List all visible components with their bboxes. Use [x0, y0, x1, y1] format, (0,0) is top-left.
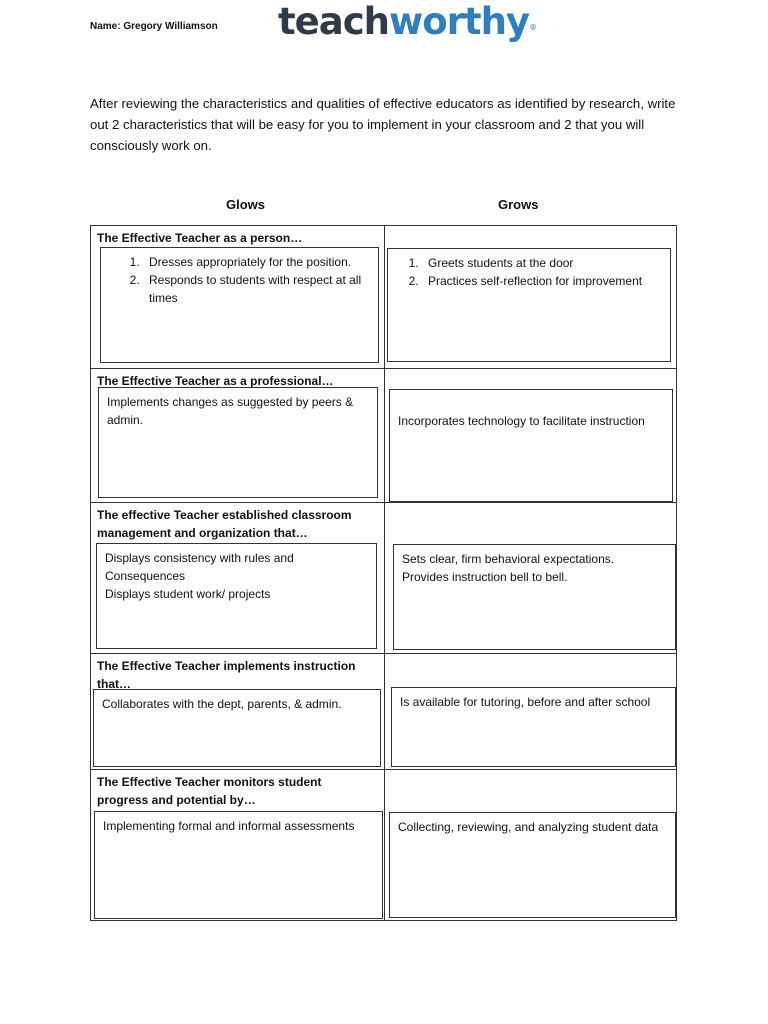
answer-text: Displays student work/ projects [105, 587, 271, 601]
glows-answer-box[interactable] [94, 811, 383, 919]
row-label: The effective Teacher established classroom management and organization that… [97, 508, 352, 540]
glows-column-heading: Glows [226, 197, 266, 212]
grows-answer-box[interactable] [387, 248, 671, 362]
answer-text: Is available for tutoring, before and after school [400, 695, 651, 709]
grows-answer-box[interactable] [393, 544, 676, 650]
row-label: The Effective Teacher as a person… [97, 231, 303, 245]
answer-text: Incorporates technology to facilitate instruction [398, 414, 645, 428]
glows-answer-box[interactable] [93, 689, 381, 767]
answer-text: Collecting, reviewing, and analyzing student data [398, 820, 659, 834]
row-label: The Effective Teacher as a professional… [97, 374, 334, 388]
table-row-monitoring [91, 769, 676, 921]
answer-text: Displays consistency with rules and Consequences [105, 551, 294, 583]
logo-text-worthy: worthy [389, 0, 530, 43]
grows-answer-box[interactable] [389, 389, 673, 502]
row-label: The Effective Teacher implements instruction that… [97, 659, 356, 691]
list-item: 2. Practices self-reflection for improvement [422, 272, 662, 290]
list-item: 1. Greets students at the door [422, 254, 662, 272]
list-item: 2. Responds to students with respect at all times [143, 271, 370, 307]
glows-answer-box[interactable] [96, 543, 377, 649]
teachworthy-logo [278, 0, 536, 44]
table-row-professional [91, 368, 676, 502]
grows-answer-box[interactable] [391, 687, 676, 767]
table-row-instruction [91, 653, 676, 769]
answer-text: Sets clear, firm behavioral expectations. [402, 552, 615, 566]
student-name: Name: Gregory Williamson [90, 21, 218, 32]
answer-text: Implements changes as suggested by peers & admin. [107, 395, 354, 427]
grows-column-heading: Grows [498, 197, 539, 212]
glows-answer-box[interactable] [98, 387, 378, 498]
answer-text: Provides instruction bell to bell. [402, 570, 568, 584]
glows-answer-box[interactable] [100, 247, 379, 363]
list-item: 1. Dresses appropriately for the position. [143, 253, 370, 271]
table-row-classroom-management [91, 502, 676, 653]
grows-answer-box[interactable] [389, 812, 676, 918]
logo-registered-mark: ® [529, 23, 537, 32]
logo-text-teach: teach [278, 0, 390, 43]
glows-grows-table [90, 225, 677, 921]
instructions-paragraph: After reviewing the characteristics and qualities of effective educators as identified by research, write out 2 characteristics that will be easy for you to implement in your classroom and 2 that you will consciously work on. [90, 96, 676, 153]
table-row-person [91, 226, 676, 368]
answer-text: Collaborates with the dept, parents, & admin. [102, 697, 342, 711]
row-label: The Effective Teacher monitors student progress and potential by… [97, 775, 322, 807]
answer-text: Implementing formal and informal assessments [103, 819, 355, 833]
